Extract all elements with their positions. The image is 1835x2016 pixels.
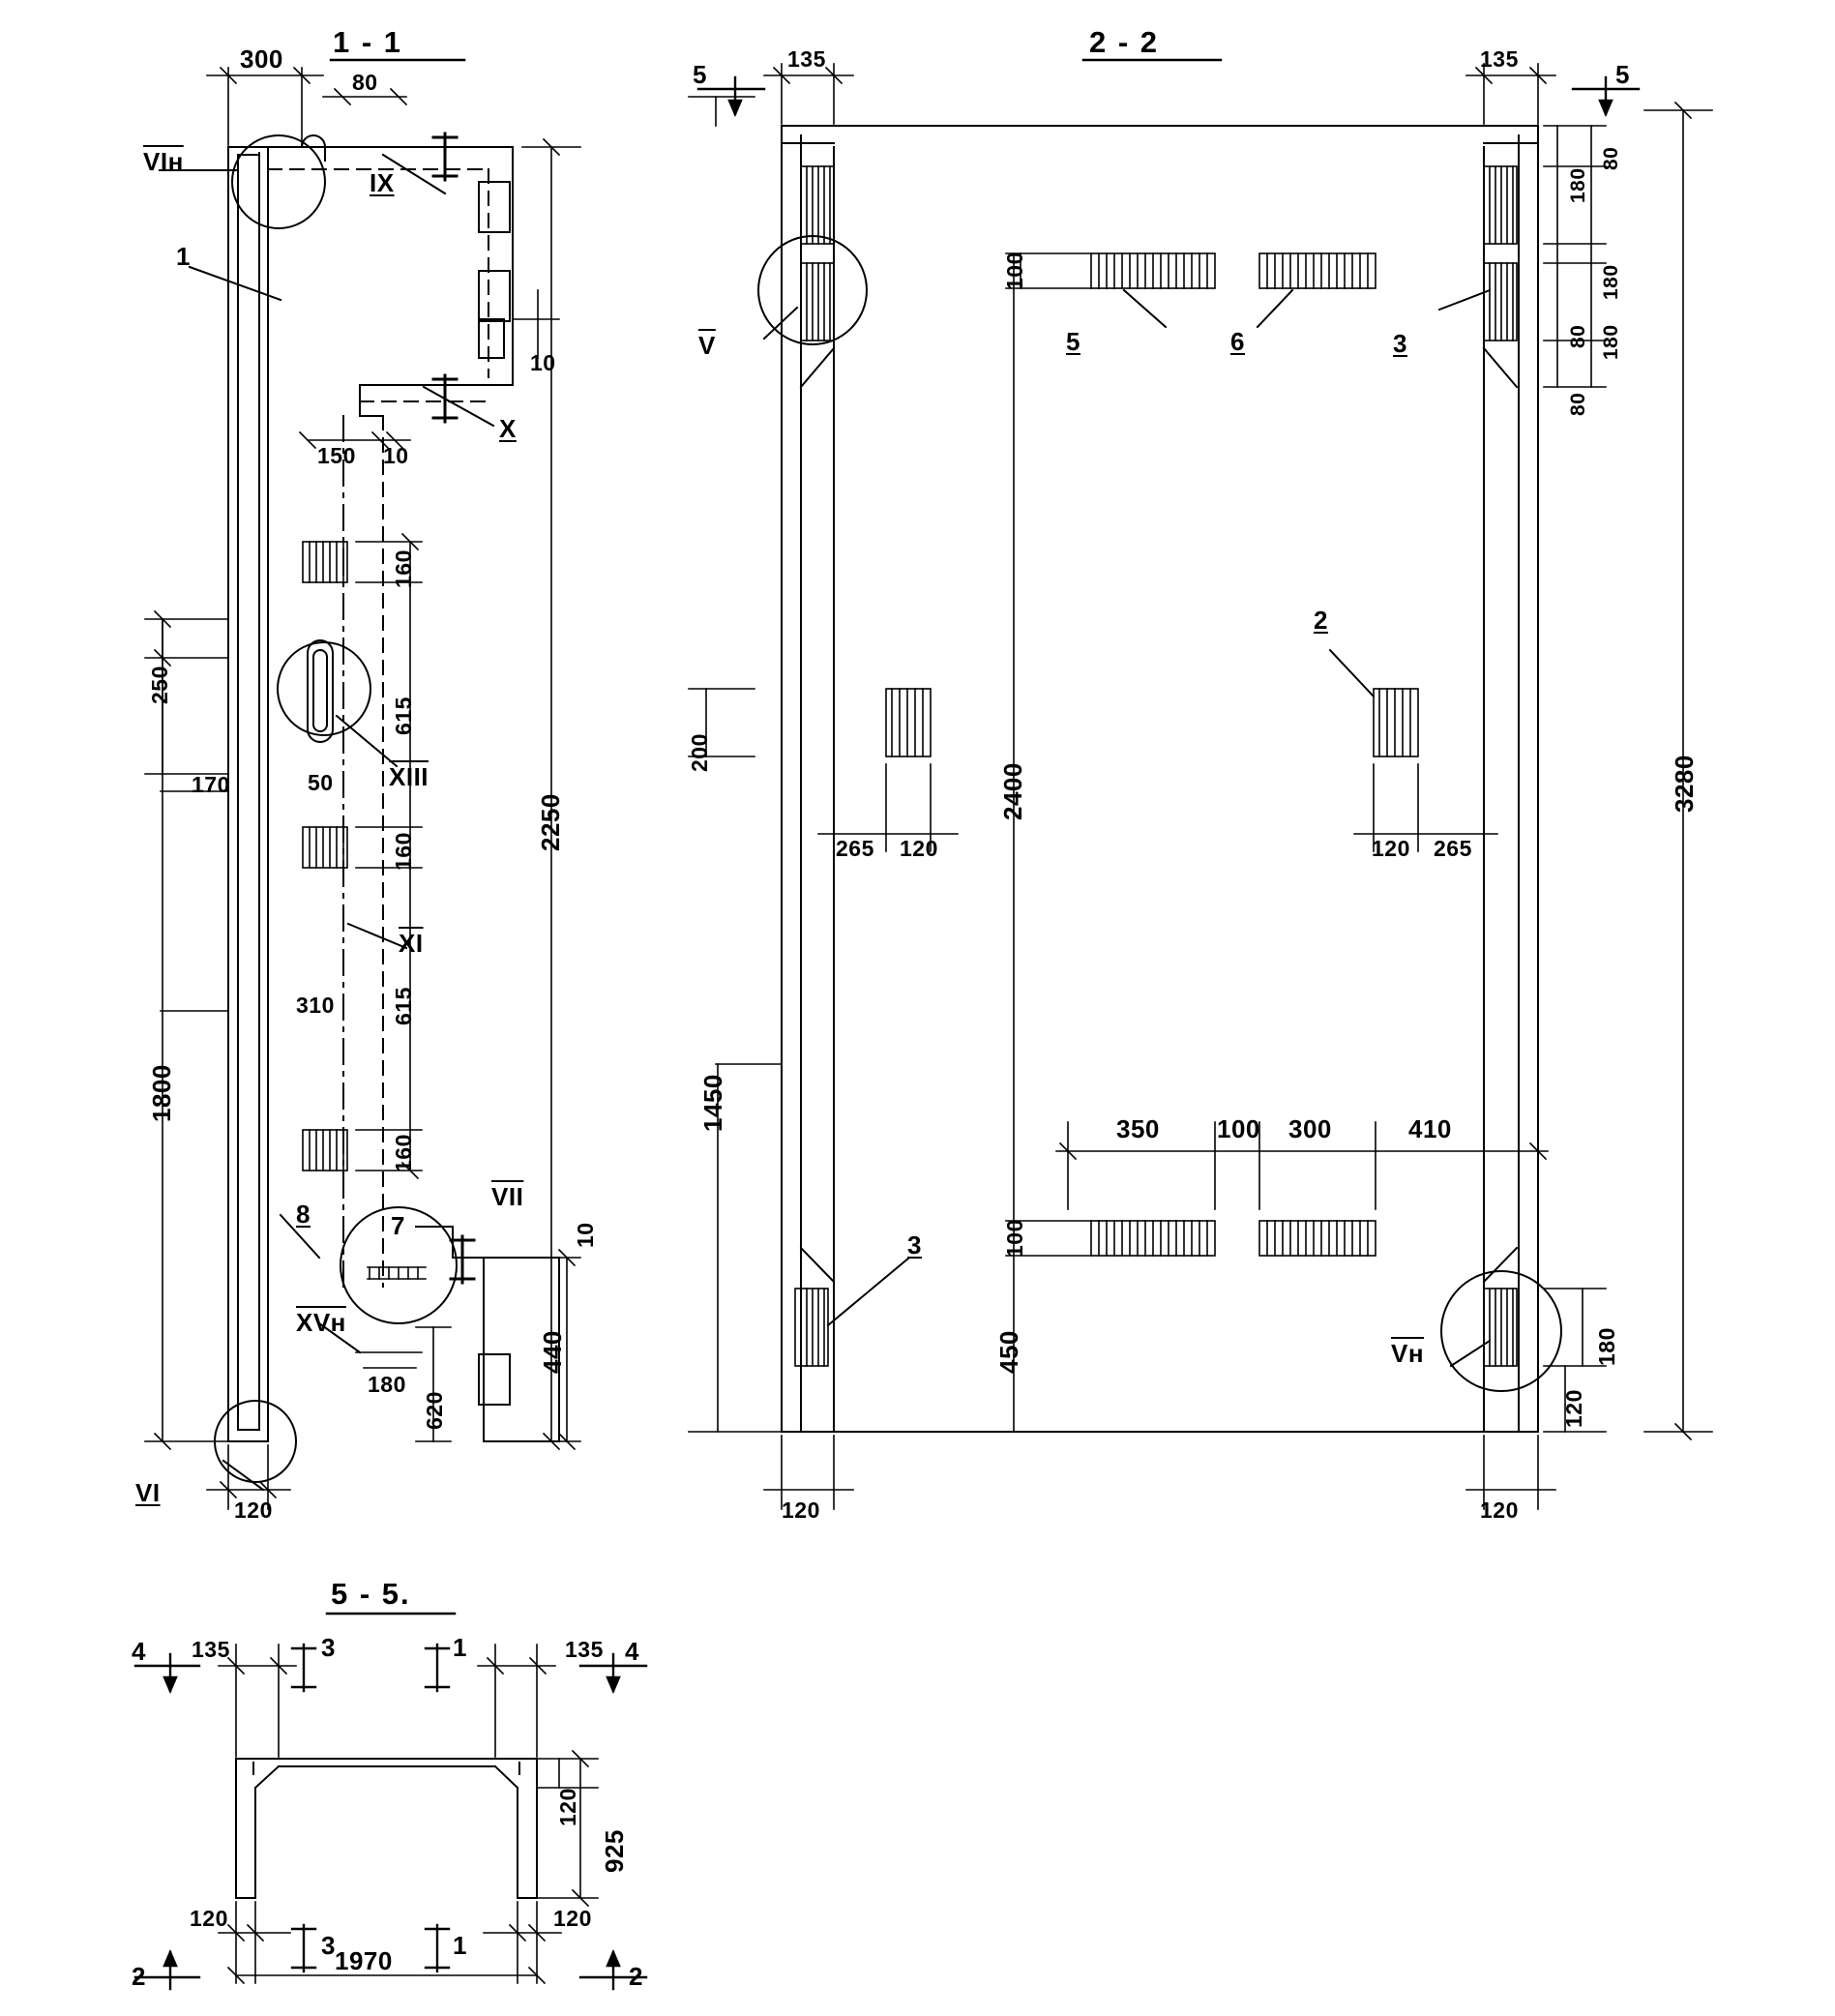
mark-section-4-right: 4 bbox=[625, 1637, 639, 1666]
mark-XIII: XIII bbox=[389, 762, 429, 791]
dim-1-1-segment-150: 150 bbox=[317, 443, 356, 468]
dim-1-1-left-120: 120 bbox=[234, 1497, 273, 1523]
mark-pos-3-top: 3 bbox=[1393, 329, 1407, 358]
dim-5-5-right-925: 925 bbox=[600, 1829, 629, 1873]
dim-1-1-bottom-180: 180 bbox=[368, 1372, 406, 1397]
mark-pos-6: 6 bbox=[1230, 327, 1245, 356]
dim-1-1-total-2250: 2250 bbox=[536, 793, 565, 851]
mark-V-overline: $\overline{V}$ bbox=[698, 331, 716, 360]
dim-2-2-lower-right-120: 120 bbox=[1561, 1389, 1586, 1428]
dim-1-1-left-170: 170 bbox=[192, 772, 230, 797]
dim-2-2-right-80-b: 80 bbox=[1567, 324, 1589, 348]
mark-section-5-left: 5 bbox=[693, 60, 707, 89]
dim-5-5-right-120: 120 bbox=[555, 1788, 580, 1826]
mark-pos-7: 7 bbox=[391, 1211, 405, 1240]
dim-5-5-top-right-135: 135 bbox=[565, 1637, 604, 1662]
mark-IX: IX bbox=[370, 168, 395, 197]
mark-pos-5: 5 bbox=[1066, 327, 1080, 356]
dim-2-2-right-80-a: 80 bbox=[1600, 146, 1622, 170]
dim-2-2-right-180-b: 180 bbox=[1600, 264, 1622, 300]
mark-section-2-left: 2 bbox=[132, 1962, 146, 1991]
dim-2-2-bottom-right-120: 120 bbox=[1480, 1497, 1519, 1523]
mark-X: X bbox=[499, 414, 517, 443]
dim-1-1-left-50: 50 bbox=[308, 770, 334, 795]
dim-2-2-top-left-135: 135 bbox=[787, 46, 826, 72]
dim-2-2-inner-2400: 2400 bbox=[998, 762, 1027, 820]
dim-2-2-inner-1450: 1450 bbox=[698, 1074, 727, 1132]
dim-1-1-chain-160-c: 160 bbox=[391, 1134, 416, 1172]
dim-5-5-bottom-1970: 1970 bbox=[335, 1946, 393, 1975]
mark-section-4-left: 4 bbox=[132, 1637, 146, 1666]
mark-pos-2: 2 bbox=[1314, 606, 1328, 635]
mark-pos-8: 8 bbox=[296, 1200, 311, 1229]
dim-2-2-inner-100-bottom: 100 bbox=[1002, 1219, 1027, 1258]
dim-2-2-bottom-350: 350 bbox=[1116, 1114, 1160, 1143]
dim-2-2-bottom-100: 100 bbox=[1217, 1114, 1260, 1143]
dim-2-2-inner-100-top: 100 bbox=[1002, 252, 1027, 290]
dim-2-2-left-chain-120: 120 bbox=[900, 836, 938, 861]
view-5-5-title: 5 - 5. bbox=[331, 1577, 411, 1611]
mark-section-3-top: 3 bbox=[321, 1633, 336, 1662]
dim-1-1-left-1800: 1800 bbox=[147, 1064, 176, 1122]
dim-2-2-inner-200: 200 bbox=[687, 733, 712, 772]
view-1-1-title: 1 - 1 bbox=[333, 25, 403, 59]
dim-2-2-right-180-c: 180 bbox=[1600, 324, 1622, 360]
dim-5-5-top-left-135: 135 bbox=[192, 1637, 230, 1662]
dim-1-1-left-310: 310 bbox=[296, 993, 335, 1018]
dim-5-5-bottom-left-120: 120 bbox=[190, 1906, 228, 1931]
mark-VI: VI bbox=[135, 1478, 161, 1507]
dim-2-2-lower-right-180: 180 bbox=[1594, 1327, 1619, 1366]
mark-VII: $\overline{VII}$ bbox=[491, 1182, 524, 1211]
mark-section-1-bottom: 1 bbox=[453, 1931, 467, 1960]
dim-1-1-right-small-1: 10 bbox=[530, 350, 556, 375]
dim-1-1-chain-615-a: 615 bbox=[391, 697, 416, 735]
dim-2-2-right-80-c: 80 bbox=[1567, 392, 1589, 416]
dim-1-1-chain-160-a: 160 bbox=[391, 549, 416, 588]
dim-1-1-chain-160-b: 160 bbox=[391, 832, 416, 871]
dim-1-1-top-small: 80 bbox=[352, 70, 378, 95]
dim-2-2-right-chain-120: 120 bbox=[1372, 836, 1410, 861]
dim-1-1-segment-10: 10 bbox=[383, 443, 409, 468]
dim-2-2-bottom-410: 410 bbox=[1408, 1114, 1452, 1143]
dim-2-2-top-right-135: 135 bbox=[1480, 46, 1519, 72]
dim-2-2-right-chain-265: 265 bbox=[1434, 836, 1472, 861]
dim-1-1-bottom-10: 10 bbox=[573, 1222, 598, 1248]
dim-2-2-left-chain-265: 265 bbox=[836, 836, 874, 861]
dim-2-2-right-180-a: 180 bbox=[1567, 167, 1589, 203]
dim-2-2-inner-450: 450 bbox=[994, 1330, 1023, 1374]
dim-1-1-chain-615-b: 615 bbox=[391, 987, 416, 1025]
dim-1-1-bottom-440: 440 bbox=[538, 1330, 567, 1374]
mark-pos-3-bottom: 3 bbox=[907, 1230, 922, 1260]
dim-1-1-left-250: 250 bbox=[147, 666, 172, 704]
mark-section-5-right: 5 bbox=[1615, 60, 1630, 89]
dim-2-2-bottom-left-120: 120 bbox=[782, 1497, 820, 1523]
mark-section-2-right: 2 bbox=[629, 1962, 643, 1991]
mark-section-1-top: 1 bbox=[453, 1633, 467, 1662]
view-2-2-title: 2 - 2 bbox=[1089, 25, 1160, 59]
mark-V-n: Vн bbox=[1391, 1339, 1425, 1368]
mark-VI-n: VIн bbox=[143, 147, 184, 176]
dim-5-5-bottom-right-120: 120 bbox=[553, 1906, 592, 1931]
mark-XI: $\overline{XI}$ bbox=[399, 929, 424, 958]
mark-section-3-bottom: 3 bbox=[321, 1931, 336, 1960]
dim-2-2-bottom-300: 300 bbox=[1288, 1114, 1332, 1143]
dim-2-2-total-3280: 3280 bbox=[1670, 755, 1699, 813]
dim-1-1-bottom-620: 620 bbox=[422, 1391, 447, 1430]
dim-1-1-top-width: 300 bbox=[240, 44, 283, 74]
mark-XV-n: XVн bbox=[296, 1308, 346, 1337]
mark-pos-1: 1 bbox=[176, 242, 191, 271]
